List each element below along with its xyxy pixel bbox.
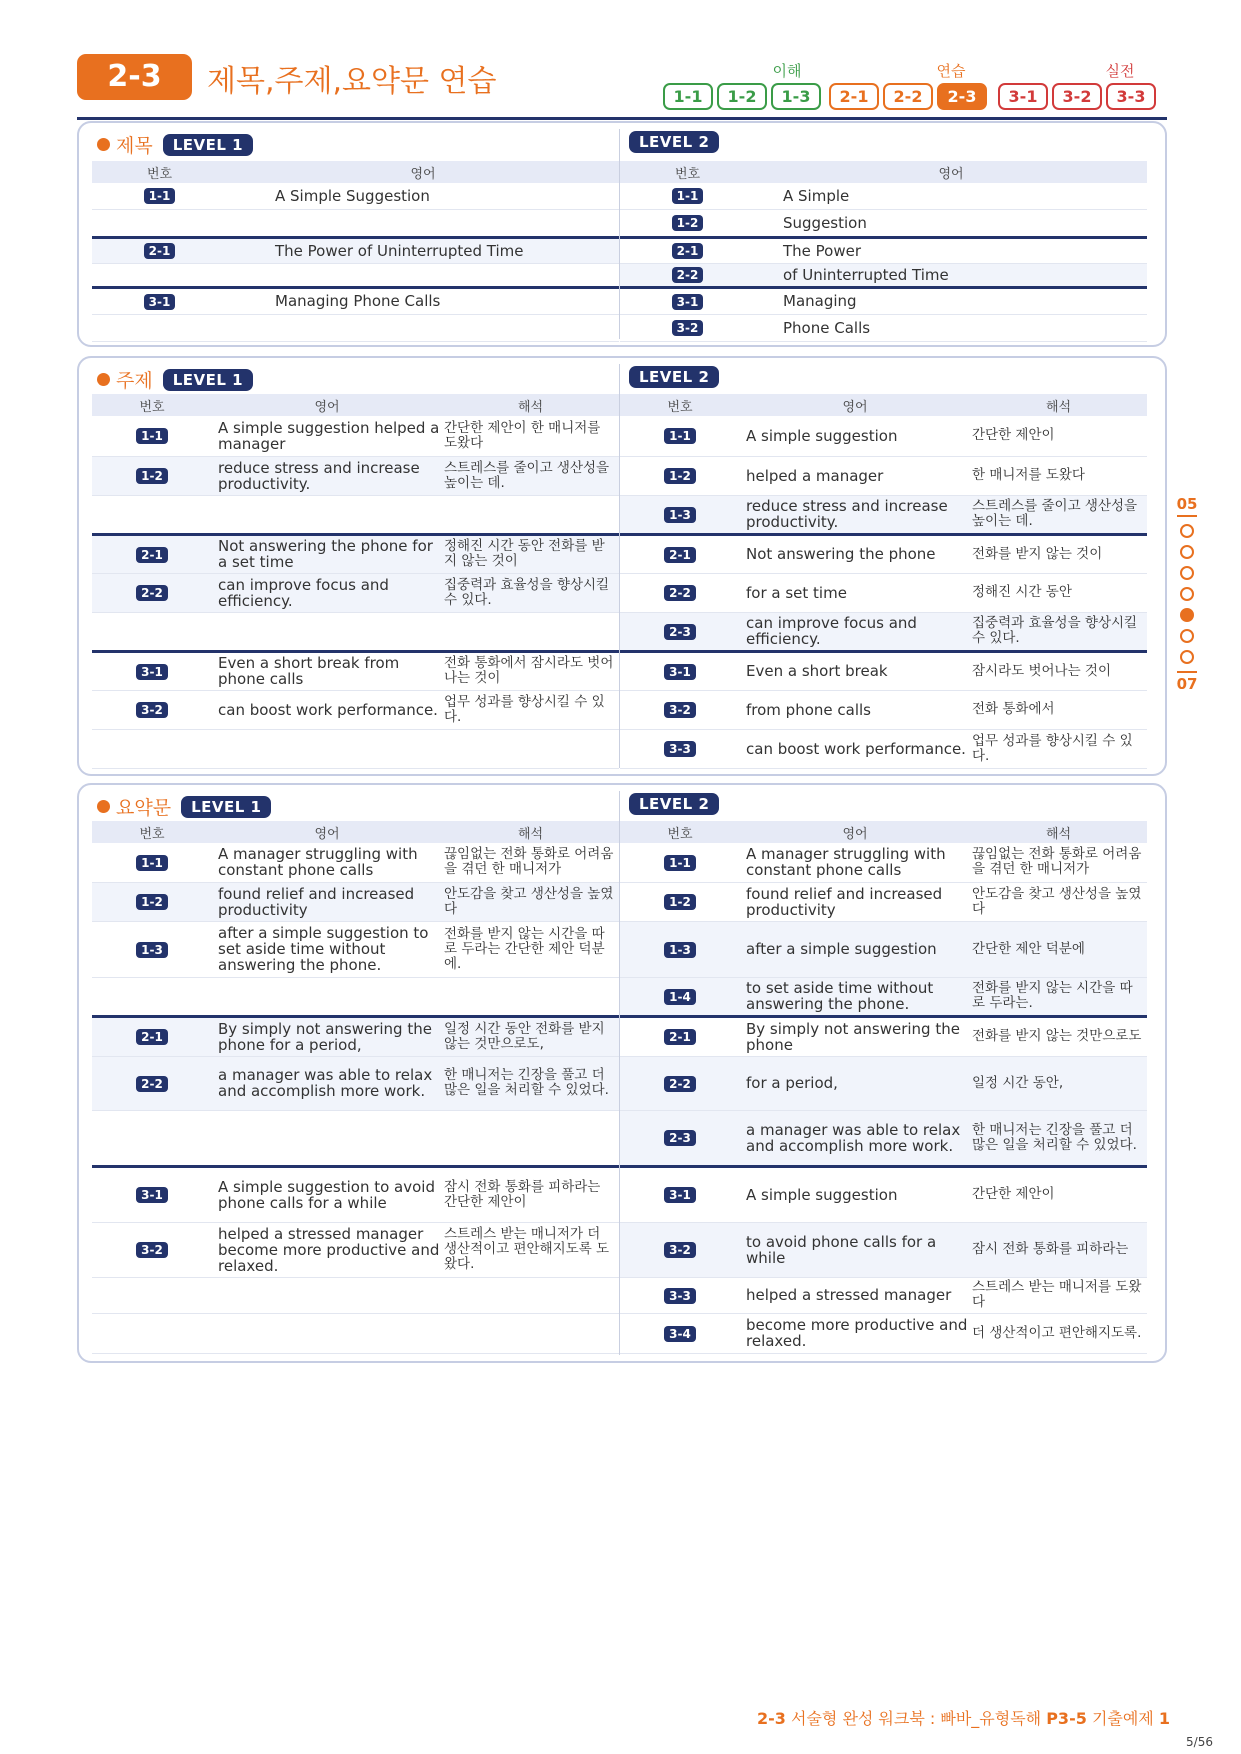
table-row xyxy=(620,1222,1147,1277)
row-number: 3-2 xyxy=(664,702,696,718)
row-korean: 전화 통화에서 잠시라도 벗어나는 것이 xyxy=(442,651,619,690)
topic-level1-table xyxy=(92,394,619,769)
row-korean: 전화를 받지 않는 것이 xyxy=(970,534,1147,573)
summary-level1-table xyxy=(92,821,619,1354)
table-row xyxy=(620,209,1147,237)
col-en: 영어 xyxy=(740,394,970,416)
summary-level1-heading xyxy=(97,793,271,817)
row-korean: 정해진 시간 동안 전화를 받지 않는 것이 xyxy=(442,534,619,573)
row-korean: 전화를 받지 않는 것만으로도 xyxy=(970,1016,1147,1056)
table-row-spacer xyxy=(92,263,619,287)
table-row-spacer xyxy=(92,977,619,1016)
col-en: 영어 xyxy=(212,394,442,416)
row-english: after a simple suggestion xyxy=(740,921,970,977)
row-number: 3-2 xyxy=(136,1242,168,1258)
table-row xyxy=(92,921,619,977)
row-korean: 스트레스를 줄이고 생산성을 높이는 데. xyxy=(442,456,619,495)
row-english: can boost work performance. xyxy=(740,729,970,768)
table-row xyxy=(620,729,1147,768)
section-badge: 2-3 xyxy=(77,54,192,100)
table-row xyxy=(620,651,1147,690)
table-row xyxy=(620,534,1147,573)
level1-badge: LEVEL 1 xyxy=(163,369,253,391)
row-english: a manager was able to relax and accomplish more work. xyxy=(212,1056,442,1110)
col-en: 영어 xyxy=(227,161,619,183)
table-row-spacer xyxy=(92,729,619,768)
row-korean: 더 생산적이고 편안해지도록. xyxy=(970,1313,1147,1353)
table-row xyxy=(620,314,1147,341)
table-row-spacer xyxy=(92,314,619,341)
row-korean: 간단한 제안이 xyxy=(970,416,1147,456)
row-korean: 간단한 제안이 한 매니저를 도왔다 xyxy=(442,416,619,456)
row-number: 3-3 xyxy=(664,741,696,757)
row-korean: 간단한 제안 덕분에 xyxy=(970,921,1147,977)
row-number: 3-1 xyxy=(136,664,168,680)
table-row xyxy=(92,237,619,263)
row-english: for a period, xyxy=(740,1056,970,1110)
row-english: can improve focus and efficiency. xyxy=(212,573,442,612)
row-number: 1-1 xyxy=(136,428,168,444)
row-english: of Uninterrupted Time xyxy=(755,263,1147,287)
table-row xyxy=(92,882,619,921)
col-en: 영어 xyxy=(740,821,970,843)
table-row xyxy=(620,237,1147,263)
title-level1-heading xyxy=(97,131,253,155)
row-english: A simple suggestion to avoid phone calls for a while xyxy=(212,1166,442,1222)
summary-level2-table xyxy=(620,821,1147,1354)
row-english: become more productive and relaxed. xyxy=(740,1313,970,1353)
summary-level2-heading xyxy=(629,793,719,817)
row-number: 3-2 xyxy=(136,702,168,718)
row-english: A manager struggling with constant phone calls xyxy=(740,843,970,882)
row-english: A manager struggling with constant phone calls xyxy=(212,843,442,882)
table-row xyxy=(92,1056,619,1110)
tab-2-3[interactable]: 2-3 xyxy=(937,83,987,110)
col-ko: 해석 xyxy=(970,821,1147,843)
row-english: helped a stressed manager xyxy=(740,1277,970,1313)
table-row-spacer xyxy=(92,1110,619,1166)
table-row xyxy=(620,977,1147,1016)
table-row xyxy=(92,651,619,690)
progress-dot-icon xyxy=(1180,524,1194,538)
table-row-spacer xyxy=(92,495,619,534)
table-row xyxy=(620,690,1147,729)
table-row xyxy=(92,183,619,209)
row-number: 2-2 xyxy=(136,1076,168,1092)
row-english: Not answering the phone for a set time xyxy=(212,534,442,573)
row-english: Not answering the phone xyxy=(740,534,970,573)
table-row xyxy=(620,1016,1147,1056)
section-dot-icon xyxy=(97,138,110,151)
panel-topic xyxy=(77,356,1167,776)
row-english: to set aside time without answering the phone. xyxy=(740,977,970,1016)
row-number: 1-4 xyxy=(664,989,696,1005)
row-english: for a set time xyxy=(740,573,970,612)
group-label-understand: 이해 xyxy=(772,62,802,80)
row-korean: 전화 통화에서 xyxy=(970,690,1147,729)
row-korean: 한 매니저를 도왔다 xyxy=(970,456,1147,495)
divider xyxy=(1177,515,1197,517)
row-english: to avoid phone calls for a while xyxy=(740,1222,970,1277)
row-korean: 정해진 시간 동안 xyxy=(970,573,1147,612)
table-row xyxy=(620,263,1147,287)
row-english: found relief and increased productivity xyxy=(212,882,442,921)
row-english: Phone Calls xyxy=(755,314,1147,341)
row-number: 1-1 xyxy=(664,428,696,444)
row-korean: 일정 시간 동안, xyxy=(970,1056,1147,1110)
table-row-spacer xyxy=(92,1313,619,1353)
table-row xyxy=(92,1016,619,1056)
row-korean: 스트레스 받는 매니저가 더 생산적이고 편안해지도록 도왔다. xyxy=(442,1222,619,1277)
row-english: a manager was able to relax and accomplish more work. xyxy=(740,1110,970,1166)
title-level2-heading xyxy=(629,131,719,155)
section-label-topic: 주제 xyxy=(116,370,153,392)
row-english: reduce stress and increase productivity. xyxy=(740,495,970,534)
row-english: after a simple suggestion to set aside time without answering the phone. xyxy=(212,921,442,977)
divider xyxy=(1177,671,1197,673)
row-korean: 끊임없는 전화 통화로 어려움을 겪던 한 매니저가 xyxy=(442,843,619,882)
table-row xyxy=(92,573,619,612)
level2-badge: LEVEL 2 xyxy=(629,131,719,153)
row-korean: 잠시 전화 통화를 피하라는 xyxy=(970,1222,1147,1277)
tab-3-3[interactable]: 3-3 xyxy=(1106,83,1156,110)
level1-badge: LEVEL 1 xyxy=(163,134,253,156)
row-number: 1-2 xyxy=(136,468,168,484)
row-korean: 일정 시간 동안 전화를 받지 않는 것만으로도, xyxy=(442,1016,619,1056)
row-english: A simple suggestion xyxy=(740,416,970,456)
row-number: 3-1 xyxy=(664,664,696,680)
row-english: Managing Phone Calls xyxy=(227,287,619,314)
row-korean: 집중력과 효율성을 향상시킬 수 있다. xyxy=(970,612,1147,651)
page-header xyxy=(77,52,1167,122)
table-row xyxy=(620,1110,1147,1166)
progress-dot-current-icon xyxy=(1180,608,1194,622)
group-label-practice: 연습 xyxy=(936,62,966,80)
row-number: 2-2 xyxy=(664,1076,696,1092)
row-english: Even a short break xyxy=(740,651,970,690)
col-num: 번호 xyxy=(92,161,227,183)
chapter-end: 07 xyxy=(1176,675,1198,693)
table-row xyxy=(620,456,1147,495)
header-rule xyxy=(77,117,1167,120)
tab-3-1[interactable]: 3-1 xyxy=(998,83,1048,110)
table-row xyxy=(620,183,1147,209)
panel-title xyxy=(77,121,1167,347)
table-row xyxy=(92,456,619,495)
table-row xyxy=(620,1277,1147,1313)
row-number: 3-1 xyxy=(144,294,176,310)
row-number: 1-2 xyxy=(136,894,168,910)
table-row xyxy=(92,416,619,456)
section-label-title: 제목 xyxy=(116,135,153,157)
col-ko: 해석 xyxy=(970,394,1147,416)
row-number: 1-3 xyxy=(664,942,696,958)
topic-level2-heading xyxy=(629,366,719,390)
col-num: 번호 xyxy=(620,161,755,183)
table-row-spacer xyxy=(92,612,619,651)
table-row xyxy=(620,573,1147,612)
table-row xyxy=(92,843,619,882)
table-row xyxy=(620,1056,1147,1110)
row-korean: 잠시라도 벗어나는 것이 xyxy=(970,651,1147,690)
table-row xyxy=(620,612,1147,651)
tab-2-2[interactable]: 2-2 xyxy=(883,83,933,110)
row-english: A simple suggestion helped a manager xyxy=(212,416,442,456)
row-number: 1-2 xyxy=(664,468,696,484)
col-num: 번호 xyxy=(92,394,212,416)
row-number: 3-2 xyxy=(672,320,704,336)
progress-dot-icon xyxy=(1180,650,1194,664)
row-english: A simple suggestion xyxy=(740,1166,970,1222)
level2-badge: LEVEL 2 xyxy=(629,366,719,388)
row-number: 1-2 xyxy=(664,894,696,910)
col-en: 영어 xyxy=(755,161,1147,183)
row-korean: 전화를 받지 않는 시간을 따로 두라는 간단한 제안 덕분에. xyxy=(442,921,619,977)
row-number: 3-4 xyxy=(664,1326,696,1342)
footer-text: 서술형 완성 워크북 : 빠바_유형독해 xyxy=(790,1709,1042,1728)
table-row xyxy=(620,1166,1147,1222)
row-english: reduce stress and increase productivity. xyxy=(212,456,442,495)
topic-level1-heading xyxy=(97,366,253,390)
chapter-progress xyxy=(1172,495,1202,693)
progress-dot-icon xyxy=(1180,566,1194,580)
row-korean: 안도감을 찾고 생산성을 높였다 xyxy=(442,882,619,921)
row-korean: 안도감을 찾고 생산성을 높였다 xyxy=(970,882,1147,921)
row-english: can boost work performance. xyxy=(212,690,442,729)
row-korean: 한 매니저는 긴장을 풀고 더 많은 일을 처리할 수 있었다. xyxy=(970,1110,1147,1166)
row-number: 1-1 xyxy=(672,188,704,204)
section-dot-icon xyxy=(97,373,110,386)
row-number: 2-1 xyxy=(136,547,168,563)
row-number: 2-1 xyxy=(672,243,704,259)
tab-2-1[interactable]: 2-1 xyxy=(829,83,879,110)
row-english: Even a short break from phone calls xyxy=(212,651,442,690)
row-english: helped a stressed manager become more productive and relaxed. xyxy=(212,1222,442,1277)
table-row xyxy=(92,1222,619,1277)
row-english: A Simple xyxy=(755,183,1147,209)
row-english: The Power xyxy=(755,237,1147,263)
row-number: 2-2 xyxy=(672,267,704,283)
row-number: 2-3 xyxy=(664,1130,696,1146)
table-row xyxy=(620,921,1147,977)
table-row xyxy=(620,287,1147,314)
row-korean: 끊임없는 전화 통화로 어려움을 겪던 한 매니저가 xyxy=(970,843,1147,882)
col-num: 번호 xyxy=(620,394,740,416)
panel-summary xyxy=(77,783,1167,1363)
row-number: 2-1 xyxy=(664,547,696,563)
table-row xyxy=(92,534,619,573)
row-english: Suggestion xyxy=(755,209,1147,237)
topic-level2-table xyxy=(620,394,1147,769)
row-number: 1-1 xyxy=(144,188,176,204)
col-ko: 해석 xyxy=(442,821,619,843)
table-row xyxy=(620,1313,1147,1353)
table-row xyxy=(92,690,619,729)
footer-num: 1 xyxy=(1158,1709,1170,1728)
row-number: 1-2 xyxy=(672,215,704,231)
row-number: 3-2 xyxy=(664,1242,696,1258)
row-number: 3-1 xyxy=(672,294,704,310)
row-korean: 집중력과 효율성을 향상시킬 수 있다. xyxy=(442,573,619,612)
row-korean: 간단한 제안이 xyxy=(970,1166,1147,1222)
row-english: can improve focus and efficiency. xyxy=(740,612,970,651)
row-number: 2-1 xyxy=(664,1029,696,1045)
group-label-real: 실전 xyxy=(1105,62,1135,80)
table-row xyxy=(620,843,1147,882)
row-korean: 전화를 받지 않는 시간을 따로 두라는. xyxy=(970,977,1147,1016)
row-english: found relief and increased productivity xyxy=(740,882,970,921)
footer-code: 2-3 xyxy=(756,1709,786,1728)
progress-dot-icon xyxy=(1180,545,1194,559)
row-number: 3-3 xyxy=(664,1288,696,1304)
row-korean: 한 매니저는 긴장을 풀고 더 많은 일을 처리할 수 있었다. xyxy=(442,1056,619,1110)
title-level1-table xyxy=(92,161,619,342)
progress-dot-icon xyxy=(1180,587,1194,601)
progress-dot-icon xyxy=(1180,629,1194,643)
section-label-summary: 요약문 xyxy=(116,797,172,819)
tab-1-1[interactable]: 1-1 xyxy=(663,83,713,110)
row-number: 1-1 xyxy=(136,855,168,871)
table-row-spacer xyxy=(92,209,619,237)
table-row xyxy=(620,416,1147,456)
row-english: A Simple Suggestion xyxy=(227,183,619,209)
row-number: 1-3 xyxy=(136,942,168,958)
col-num: 번호 xyxy=(92,821,212,843)
row-number: 3-1 xyxy=(136,1187,168,1203)
row-english: Managing xyxy=(755,287,1147,314)
table-row xyxy=(620,495,1147,534)
row-number: 1-3 xyxy=(664,507,696,523)
tab-1-3[interactable]: 1-3 xyxy=(771,83,821,110)
row-korean: 스트레스를 줄이고 생산성을 높이는 데. xyxy=(970,495,1147,534)
table-row xyxy=(92,1166,619,1222)
row-english: By simply not answering the phone xyxy=(740,1016,970,1056)
table-row xyxy=(620,882,1147,921)
row-number: 1-1 xyxy=(664,855,696,871)
row-number: 2-1 xyxy=(136,1029,168,1045)
tab-1-2[interactable]: 1-2 xyxy=(717,83,767,110)
level2-badge: LEVEL 2 xyxy=(629,793,719,815)
level1-badge: LEVEL 1 xyxy=(181,796,271,818)
table-row-spacer xyxy=(92,1277,619,1313)
row-korean: 잠시 전화 통화를 피하라는 간단한 제안이 xyxy=(442,1166,619,1222)
col-ko: 해석 xyxy=(442,394,619,416)
col-en: 영어 xyxy=(212,821,442,843)
row-number: 2-1 xyxy=(144,243,176,259)
row-korean: 업무 성과를 향상시킬 수 있다. xyxy=(442,690,619,729)
row-english: By simply not answering the phone for a period, xyxy=(212,1016,442,1056)
page-number: 5/56 xyxy=(1186,1735,1213,1749)
row-english: helped a manager xyxy=(740,456,970,495)
row-english: from phone calls xyxy=(740,690,970,729)
row-number: 2-3 xyxy=(664,624,696,640)
tab-3-2[interactable]: 3-2 xyxy=(1052,83,1102,110)
footer-tail: 기출예제 xyxy=(1091,1709,1154,1728)
col-num: 번호 xyxy=(620,821,740,843)
section-dot-icon xyxy=(97,800,110,813)
row-korean: 스트레스 받는 매니저를 도왔다 xyxy=(970,1277,1147,1313)
row-number: 2-2 xyxy=(136,585,168,601)
row-number: 3-1 xyxy=(664,1187,696,1203)
row-number: 2-2 xyxy=(664,585,696,601)
footer-part: P3-5 xyxy=(1046,1709,1087,1728)
row-english: The Power of Uninterrupted Time xyxy=(227,237,619,263)
page-title: 제목,주제,요약문 연습 xyxy=(207,64,497,99)
chapter-start: 05 xyxy=(1176,495,1198,513)
table-row xyxy=(92,287,619,314)
footer xyxy=(0,1706,1170,1729)
row-korean: 업무 성과를 향상시킬 수 있다. xyxy=(970,729,1147,768)
title-level2-table xyxy=(620,161,1147,342)
